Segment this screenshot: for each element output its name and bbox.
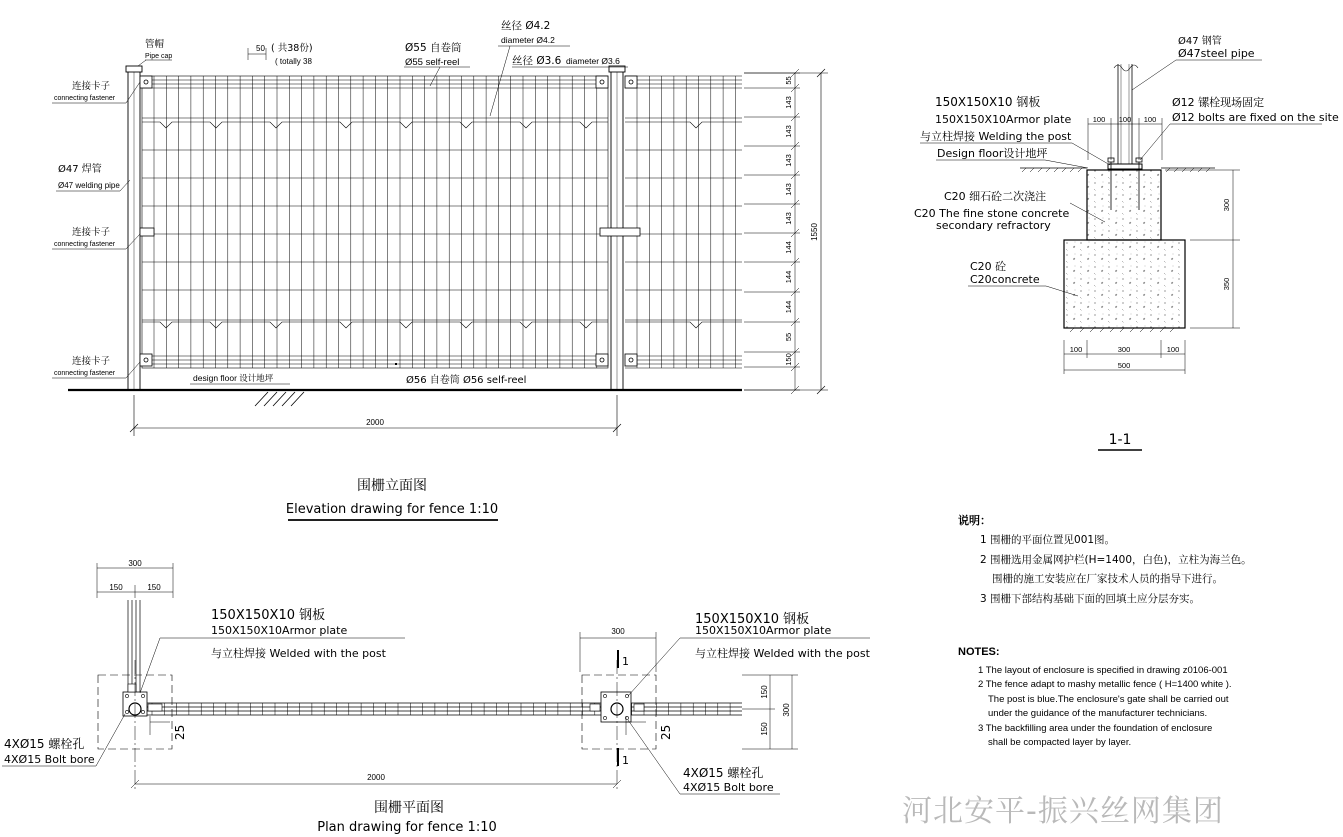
wire42-label: 丝径 Ø4.2 [501,20,551,32]
fastener-label-mid: 连接卡子 [72,227,111,238]
plan-weld-label-right: 与立柱焊接 Welded with the post [695,647,870,660]
wire36-label: 丝径 Ø3.6 [512,55,562,67]
section-bolt-label: Ø12 镙栓现场固定 [1172,96,1265,109]
notes-chinese [958,513,1288,607]
plan-width-dim: 2000 [367,773,385,782]
section-plate-label: 150X150X10 钢板 [935,95,1041,109]
welding-pipe-label: Ø47 焊管 [58,164,102,175]
section-floor-label: Design floor设计地坪 [937,147,1048,160]
section-bottom-dim-3: 100 [1166,345,1180,354]
section-bottom-dim-1: 100 [1069,345,1083,354]
plan-right-dim-150b: 150 [760,722,769,736]
design-floor-label: design floor 设计地坪 [193,373,274,383]
reel55-label-en: Ø55 self-reel [405,57,460,68]
elevation-height-dim: 143 [784,125,793,138]
welding-pipe-label-en: Ø47 welding pipe [58,181,120,190]
notes-en-item-3: 3 The backfilling area under the foundation of enclosure [978,722,1213,734]
plan-dim-300-left: 300 [128,559,142,568]
reel56-label: Ø56 自卷筒 Ø56 self-reel [406,375,527,386]
plan-dim-25-right: 25 [659,724,673,740]
elevation-title-en: Elevation drawing for fence 1:10 [285,502,499,517]
plan-title-cn: 围栅平面图 [374,800,444,816]
watermark: 河北安平-振兴丝网集团 [902,794,1224,829]
elevation-height-dim: 144 [784,300,793,314]
plan-plate-label-right-en: 150X150X10Armor plate [695,624,832,637]
notes-cn-item-1: 1 围栅的平面位置见001图。 [980,534,1116,546]
notes-en-item-1: 1 The layout of enclosure is specified in drawing z0106-001 [978,664,1228,676]
elevation-drawing [52,20,828,520]
count-label-en: ( totally 38 [275,57,312,66]
notes-en-heading: NOTES: [958,646,1000,658]
c20-fine-label-en1: C20 The fine stone concrete [914,207,1070,220]
notes-cn-heading: 说明： [958,514,991,527]
elevation-height-dim: 143 [784,154,793,167]
fastener-label-bottom-en: connecting fastener [54,370,116,377]
elevation-height-dim: 55 [784,76,793,85]
section-top-dim-3: 100 [1143,115,1157,124]
wire36-label-en: diameter Ø3.6 [566,56,620,66]
count-label: ( 共38份) [271,43,313,54]
section-top-dim-1: 100 [1092,115,1106,124]
notes-en-item-2c: under the guidance of the manufacturer technicians. [988,708,1208,719]
fastener-label-bottom: 连接卡子 [72,356,111,367]
pipe-cap-label-en: Pipe cap [145,53,173,60]
section-title: 1-1 [1108,432,1132,448]
fastener-label-top: 连接卡子 [72,81,111,92]
section-dim-350: 350 [1222,277,1231,291]
plan-title-en: Plan drawing for fence 1:10 [317,820,497,835]
section-top-dim-2: 100 [1118,115,1132,124]
plan-plate-label-left-en: 150X150X10Armor plate [211,624,348,637]
notes-en-item-2b: The post is blue.The enclosure's gate shall be carried out [988,693,1229,705]
section-weld-label: 与立柱焊接 Welding the post [920,130,1072,143]
c20-fine-label-en2: secondary refractory [936,219,1051,232]
c20-label: C20 砼 [970,260,1007,273]
plan-right-dim-300: 300 [782,703,791,717]
mesh-panel [142,76,608,368]
fastener-label-mid-en: connecting fastener [54,241,116,248]
plan-plate-label-left: 150X150X10 钢板 [211,608,326,623]
elevation-height-dim: 143 [784,212,793,225]
section-total-dim: 500 [1117,361,1131,370]
notes-en-item-3b: shall be compacted layer by layer. [988,737,1132,748]
c20-label-en: C20concrete [970,273,1040,286]
section-mark-bottom: 1 [622,754,629,767]
section-bottom-dim-2: 300 [1117,345,1131,354]
plan-dim-300-right: 300 [611,627,625,636]
plan-bolt-label-right: 4XØ15 螺栓孔 [683,766,764,780]
section-plate-label-en: 150X150X10Armor plate [935,113,1072,126]
notes-english [958,645,1298,751]
elevation-height-dim: 55 [784,332,793,342]
notes-cn-item-3: 3 围栅下部结构基础下面的回填土应分层夯实。 [980,593,1201,605]
elevation-height-dim: 144 [784,270,793,284]
section-dim-300: 300 [1222,198,1231,212]
notes-cn-item-2b: 围栅的施工安装应在厂家技术人员的指导下进行。 [992,573,1223,585]
plan-dim-150b: 150 [147,583,161,592]
plan-right-dim-150a: 150 [760,685,769,699]
connecting-fastener [140,76,640,366]
fastener-label-top-en: connecting fastener [54,95,116,102]
section-bolt-label-en: Ø12 bolts are fixed on the site [1172,111,1339,124]
plan-weld-label-left: 与立柱焊接 Welded with the post [211,647,386,660]
wire42-label-en: diameter Ø4.2 [501,35,555,45]
elevation-height-total: 1550 [810,223,819,241]
reel55-label: Ø55 自卷筒 [405,42,462,54]
plan-bolt-label-left-en: 4XØ15 Bolt bore [4,753,95,766]
pipe-cap-label: 管帽 [145,39,165,50]
plan-drawing [2,559,871,835]
elevation-height-dims [744,69,800,394]
plan-bolt-label-left: 4XØ15 螺栓孔 [4,737,85,751]
plan-bolt-label-right-en: 4XØ15 Bolt bore [683,781,774,794]
elevation-title-cn: 围栅立面图 [357,478,427,494]
notes-en-item-2: 2 The fence adapt to mashy metallic fence ( H=1400 white ). [978,679,1232,690]
steel-pipe-label: Ø47 钢管 [1178,36,1222,47]
notes-cn-item-2: 2 围栅选用金属网护栏(H=1400，白色)，立柱为海兰色。 [980,554,1252,566]
mesh-vertical-wires [154,76,597,368]
elevation-height-dim: 143 [784,96,793,109]
section-mark-top: 1 [622,655,629,668]
plan-dim-25-left: 25 [173,724,187,740]
spacing-dim: 50 [256,44,265,53]
plan-dim-150a: 150 [109,583,123,592]
mesh-panel-right [625,76,742,368]
elevation-height-dim: 150 [784,353,793,366]
steel-pipe-label-en: Ø47steel pipe [1178,47,1255,60]
elevation-width-dim: 2000 [366,418,384,427]
c20-fine-label: C20 细石砼二次浇注 [944,190,1047,203]
elevation-height-dim: 144 [784,241,793,254]
section-1-1-drawing [914,34,1339,450]
plan-plate-label-right: 150X150X10 钢板 [695,612,810,627]
elevation-height-dim: 143 [784,183,793,196]
